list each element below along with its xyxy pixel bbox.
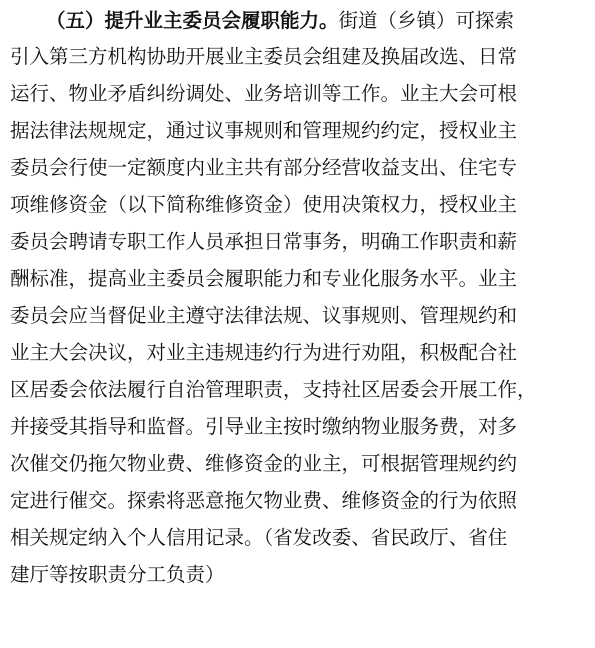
paragraph-line: 委员会聘请专职工作人员承担日常事务，明确工作职责和薪	[10, 230, 518, 253]
paragraph-line: 建厅等按职责分工负责）	[10, 563, 225, 586]
paragraph-line: 定进行催交。探索将恶意拖欠物业费、维修资金的行为依照	[10, 489, 518, 512]
paragraph-line	[46, 6, 514, 36]
paragraph-line: 区居委会依法履行自治管理职责，支持社区居委会开展工作，	[10, 378, 537, 401]
paragraph-line: 引入第三方机构协助开展业主委员会组建及换届改选、日常	[10, 45, 518, 68]
paragraph-text: 街道（乡镇）可探索	[338, 9, 515, 32]
paragraph-line: 项维修资金（以下简称维修资金）使用决策权力，授权业主	[10, 193, 518, 216]
paragraph-line: 据法律法规规定，通过议事规则和管理规约约定，授权业主	[10, 119, 518, 142]
paragraph-line: 酬标准，提高业主委员会履职能力和专业化服务水平。业主	[10, 267, 518, 290]
paragraph-line: 委员会行使一定额度内业主共有部分经营收益支出、住宅专	[10, 156, 518, 179]
paragraph-line: 次催交仍拖欠物业费、维修资金的业主，可根据管理规约约	[10, 452, 518, 475]
paragraph-line: 相关规定纳入个人信用记录。（省发改委、省民政厅、省住	[10, 526, 508, 549]
paragraph-line: 运行、物业矛盾纠纷调处、业务培训等工作。业主大会可根	[10, 82, 518, 105]
paragraph-line: 并接受其指导和监督。引导业主按时缴纳物业服务费，对多	[10, 415, 518, 438]
section-heading: （五）提升业主委员会履职能力。	[46, 9, 339, 32]
paragraph-line: 业主大会决议，对业主违规违约行为进行劝阻，积极配合社	[10, 341, 518, 364]
paragraph-line: 委员会应当督促业主遵守法律法规、议事规则、管理规约和	[10, 304, 518, 327]
